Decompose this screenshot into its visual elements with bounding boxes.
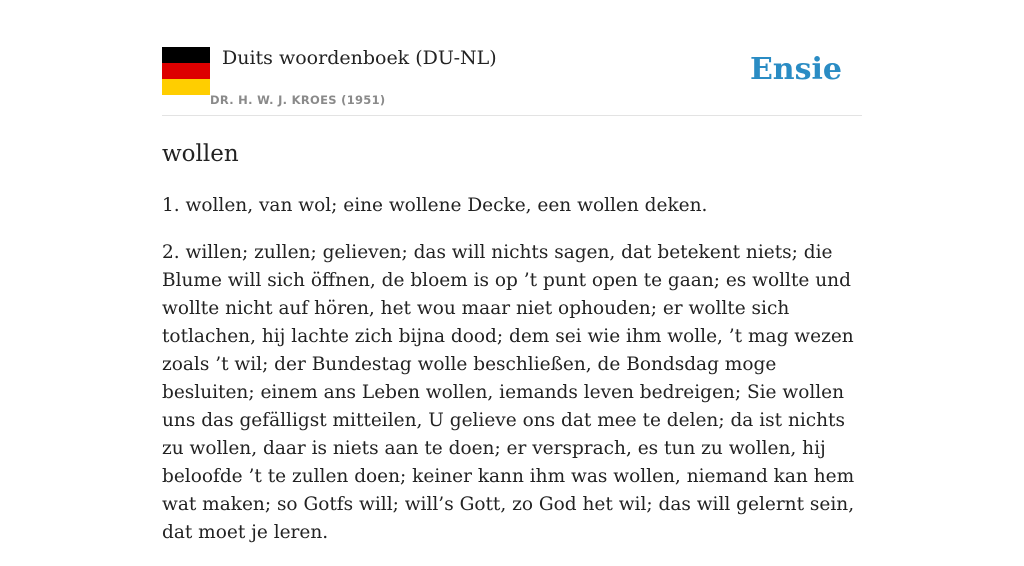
flag-band-red	[162, 63, 210, 79]
dictionary-author: DR. H. W. J. KROES (1951)	[210, 93, 386, 107]
dictionary-title[interactable]: Duits woordenboek (DU-NL)	[222, 47, 497, 69]
flag-band-gold	[162, 79, 210, 95]
definition-list	[162, 192, 862, 566]
brand-logo[interactable]: Ensie	[749, 52, 842, 87]
flag-band-black	[162, 47, 210, 63]
headword: wollen	[162, 141, 239, 167]
entry-card	[162, 0, 862, 543]
german-flag-icon	[162, 47, 210, 95]
dictionary-header	[162, 0, 862, 116]
definition-item: 2. willen; zullen; gelieven; das will nichts sagen, dat betekent niets; die Blume will sich öffnen, de bloem is op ’t punt open te gaan; es wollte und wollte nicht auf hören, het wou maar niet ophouden; er wollte sich totlachen, hij lachte zich bijna dood; dem sei wie ihm wolle, ’t mag wezen zoals ’t wil; der Bundestag wolle beschließen, de Bondsdag moge besluiten; einem ans Leben wollen, iemands leven bedreigen; Sie wollen uns das gefälligst mitteilen, U gelieve ons dat mee te delen; da ist nichts zu wollen, daar is niets aan te doen; er versprach, es tun zu wollen, hij beloofde ’t te zullen doen; keiner kann ihm was wollen, niemand kan hem wat maken; so Gotfs will; will’s Gott, zo God het wil; das will gelernt sein, dat moet je leren.	[162, 242, 855, 543]
definition-item: 1. wollen, van wol; eine wollene Decke, een wollen deken.	[162, 195, 708, 216]
